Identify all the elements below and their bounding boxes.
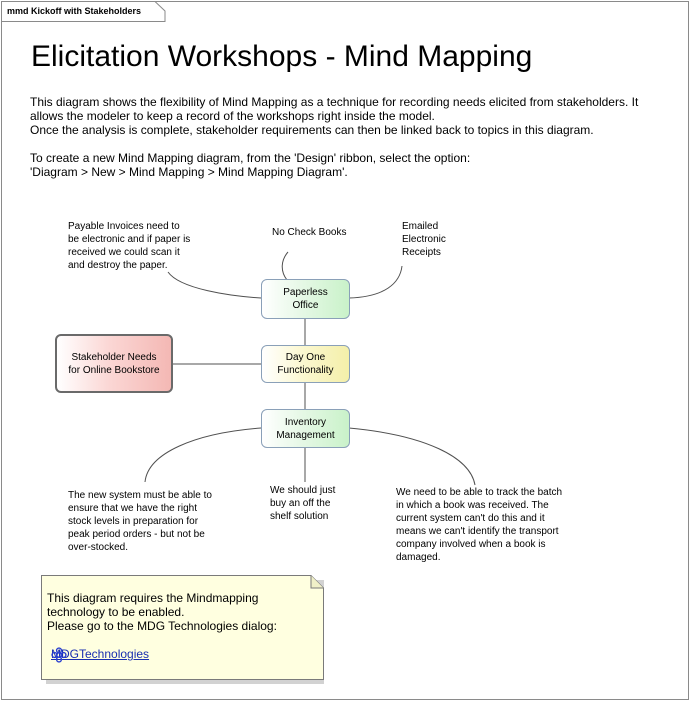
mdg-technologies-icon	[51, 647, 67, 663]
desc-line: Once the analysis is complete, stakeholder requirements can then be linked back to topics in this diagram.	[30, 123, 594, 137]
subtopic-line: peak period orders - but not be	[68, 529, 205, 540]
mdg-requirement-note[interactable]	[41, 575, 324, 680]
subtopic-shelf-solution[interactable]	[270, 484, 335, 523]
central-topic-line: for Online Bookstore	[68, 364, 160, 376]
desc-line: To create a new Mind Mapping diagram, from the 'Design' ribbon, select the option:	[30, 151, 471, 165]
central-topic-stakeholder-needs[interactable]	[55, 334, 173, 393]
subtopic-line: in which a book was received. The	[396, 500, 549, 511]
desc-line: allows the modeler to keep a record of the workshops right inside the model.	[30, 109, 435, 123]
subtopic-line: Receipts	[402, 247, 441, 258]
subtopic-payable-invoices[interactable]	[68, 220, 190, 272]
topic-line: Management	[276, 429, 335, 441]
topic-line: Day One	[285, 352, 326, 363]
topic-line: Inventory	[284, 416, 327, 428]
subtopic-line: damaged.	[396, 552, 441, 563]
subtopic-line: received we could scan it	[68, 247, 180, 258]
topic-day-one-functionality[interactable]	[261, 345, 350, 383]
connector-inventory-batch	[349, 428, 475, 485]
subtopic-line: Payable Invoices need to	[68, 221, 180, 232]
subtopic-line: means we can't identify the transport	[396, 526, 559, 537]
subtopic-line: No Check Books	[272, 227, 347, 238]
mdg-technologies-link-label[interactable]: MDGTechnologies	[51, 647, 150, 661]
desc-line: This diagram shows the flexibility of Mind Mapping as a technique for recording needs elicited from stakeholders. It	[30, 95, 639, 109]
subtopic-line: The new system must be able to	[68, 490, 212, 501]
subtopic-emailed-receipts[interactable]	[402, 220, 446, 259]
subtopic-line: company involved when a book is	[396, 539, 546, 550]
subtopic-stock-levels[interactable]	[68, 489, 212, 554]
connector-paperless-payable	[168, 272, 261, 298]
subtopic-no-check-books[interactable]	[272, 226, 346, 239]
subtopic-line: buy an off the	[270, 498, 331, 509]
topic-line: Office	[292, 300, 319, 311]
subtopic-track-batch[interactable]	[396, 486, 562, 564]
topic-line: Functionality	[277, 365, 334, 376]
subtopic-line: Emailed	[402, 221, 439, 232]
page-title: Elicitation Workshops - Mind Mapping	[31, 40, 533, 73]
topic-inventory-management[interactable]	[261, 409, 350, 448]
mdg-technologies-link[interactable]	[51, 647, 149, 661]
subtopic-line: ensure that we have the right	[68, 503, 197, 514]
note-line: Please go to the MDG Technologies dialog:	[47, 619, 277, 633]
central-topic-line: Stakeholder Needs	[71, 351, 157, 363]
note-line: This diagram requires the Mindmapping	[47, 591, 259, 605]
connector-paperless-nocheck	[282, 252, 288, 280]
connector-paperless-emailed	[349, 266, 402, 298]
subtopic-line: current system can't do this and it	[396, 513, 545, 524]
subtopic-line: be electronic and if paper is	[68, 234, 191, 245]
subtopic-line: We need to be able to track the batch	[396, 487, 563, 498]
topic-paperless-office[interactable]	[261, 279, 350, 319]
diagram-frame-label: mmd Kickoff with Stakeholders	[7, 6, 142, 16]
subtopic-line: Electronic	[402, 234, 446, 245]
subtopic-line: and destroy the paper.	[68, 260, 168, 271]
topic-line: Paperless	[283, 287, 328, 298]
connector-inventory-stock	[145, 428, 261, 482]
subtopic-line: We should just	[270, 485, 336, 496]
subtopic-line: stock levels in preparation for	[68, 516, 199, 527]
subtopic-line: over-stocked.	[68, 542, 129, 553]
desc-line: 'Diagram > New > Mind Mapping > Mind Mapping Diagram'.	[30, 165, 348, 179]
note-line: technology to be enabled.	[47, 605, 185, 619]
subtopic-line: shelf solution	[270, 511, 329, 522]
